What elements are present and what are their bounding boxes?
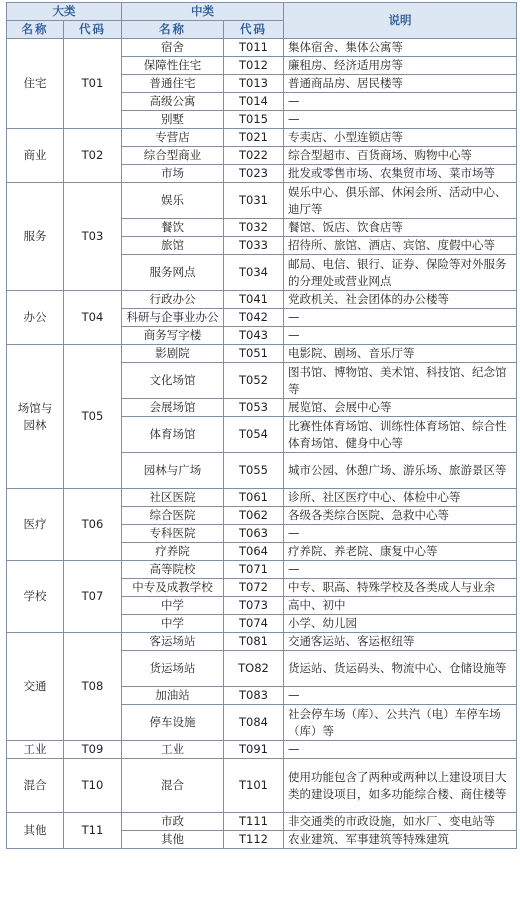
middle-category-name: 市场	[122, 165, 224, 183]
major-name-header: 名称	[7, 21, 64, 39]
middle-category-code: T042	[224, 309, 284, 327]
middle-category-name: 影剧院	[122, 345, 224, 363]
middle-category-name: 会展场馆	[122, 399, 224, 417]
middle-category-name: 餐饮	[122, 219, 224, 237]
description-cell: 各级各类综合医院、急救中心等	[284, 507, 517, 525]
middle-category-name: 商务写字楼	[122, 327, 224, 345]
description-cell: 非交通类的市政设施，如水厂、变电站等	[284, 813, 517, 831]
middle-category-name: 综合型商业	[122, 147, 224, 165]
middle-name-header: 名称	[122, 21, 224, 39]
middle-category-name: 高等院校	[122, 561, 224, 579]
description-cell: 廉租房、经济适用房等	[284, 57, 517, 75]
description-cell: 专卖店、小型连锁店等	[284, 129, 517, 147]
middle-category-code: T054	[224, 417, 284, 453]
middle-category-name: 园林与广场	[122, 453, 224, 489]
major-category-code: T10	[64, 759, 122, 813]
middle-category-code: T062	[224, 507, 284, 525]
middle-category-code: T081	[224, 633, 284, 651]
middle-category-code: T023	[224, 165, 284, 183]
description-cell: —	[284, 525, 517, 543]
middle-category-name: 科研与企事业办公	[122, 309, 224, 327]
middle-category-name: 行政办公	[122, 291, 224, 309]
table-row	[7, 183, 517, 219]
major-category-name: 工业	[7, 741, 64, 759]
middle-category-name: 体育场馆	[122, 417, 224, 453]
description-cell: 中专、职高、特殊学校及各类成人与业余	[284, 579, 517, 597]
middle-category-name: 加油站	[122, 687, 224, 705]
major-category-name: 住宅	[7, 39, 64, 129]
middle-category-name: 娱乐	[122, 183, 224, 219]
description-cell: 集体宿舍、集体公寓等	[284, 39, 517, 57]
major-category-name: 场馆与园林	[7, 345, 64, 489]
description-cell: —	[284, 93, 517, 111]
description-cell: 比赛性体育场馆、训练性体育场馆、综合性体育场馆、健身中心等	[284, 417, 517, 453]
major-category-name: 商业	[7, 129, 64, 183]
middle-category-name: 疗养院	[122, 543, 224, 561]
middle-category-name: 高级公寓	[122, 93, 224, 111]
middle-category-code: T074	[224, 615, 284, 633]
middle-category-code: T022	[224, 147, 284, 165]
description-cell: 娱乐中心、俱乐部、休闲会所、活动中心、迪厅等	[284, 183, 517, 219]
table-row	[7, 741, 517, 759]
middle-category-code: T014	[224, 93, 284, 111]
major-category-code: T01	[64, 39, 122, 129]
middle-category-code: T071	[224, 561, 284, 579]
description-cell: 诊所、社区医疗中心、体检中心等	[284, 489, 517, 507]
description-cell: 普通商品房、居民楼等	[284, 75, 517, 93]
table-row	[7, 489, 517, 507]
description-cell: 货运站、货运码头、物流中心、仓储设施等	[284, 651, 517, 687]
middle-category-name: 中学	[122, 597, 224, 615]
description-cell: —	[284, 327, 517, 345]
middle-category-code: T021	[224, 129, 284, 147]
middle-category-code: T112	[224, 831, 284, 849]
middle-category-name: 社区医院	[122, 489, 224, 507]
table-row	[7, 561, 517, 579]
middle-category-code: T072	[224, 579, 284, 597]
major-category-code: T11	[64, 813, 122, 849]
middle-category-name: 中专及成教学校	[122, 579, 224, 597]
description-cell: 图书馆、博物馆、美术馆、科技馆、纪念馆等	[284, 363, 517, 399]
major-category-code: T06	[64, 489, 122, 561]
major-category-code: T02	[64, 129, 122, 183]
major-category-code: T08	[64, 633, 122, 741]
middle-category-code: T084	[224, 705, 284, 741]
middle-category-header: 中类	[122, 3, 284, 21]
description-cell: —	[284, 561, 517, 579]
middle-category-name: 混合	[122, 759, 224, 813]
middle-category-name: 工业	[122, 741, 224, 759]
description-cell: —	[284, 687, 517, 705]
description-cell: 农业建筑、军事建筑等特殊建筑	[284, 831, 517, 849]
description-cell: —	[284, 309, 517, 327]
description-cell: 电影院、剧场、音乐厅等	[284, 345, 517, 363]
middle-category-code: T032	[224, 219, 284, 237]
middle-category-code: T011	[224, 39, 284, 57]
description-header: 说明	[284, 3, 517, 39]
description-cell: 批发或零售市场、农集贸市场、菜市场等	[284, 165, 517, 183]
middle-category-name: 服务网点	[122, 255, 224, 291]
middle-category-code: T055	[224, 453, 284, 489]
major-category-code: T09	[64, 741, 122, 759]
middle-category-code: T041	[224, 291, 284, 309]
middle-category-name: 别墅	[122, 111, 224, 129]
table-row	[7, 345, 517, 363]
description-cell: 城市公园、休憩广场、游乐场、旅游景区等	[284, 453, 517, 489]
middle-category-name: 综合医院	[122, 507, 224, 525]
middle-category-code: T061	[224, 489, 284, 507]
major-category-name: 医疗	[7, 489, 64, 561]
middle-category-code: T012	[224, 57, 284, 75]
table-row	[7, 39, 517, 57]
major-category-name: 服务	[7, 183, 64, 291]
middle-category-name: 停车设施	[122, 705, 224, 741]
middle-category-code: T073	[224, 597, 284, 615]
middle-category-code: T031	[224, 183, 284, 219]
description-cell: 招待所、旅馆、酒店、宾馆、度假中心等	[284, 237, 517, 255]
major-category-name: 混合	[7, 759, 64, 813]
major-category-header: 大类	[7, 3, 122, 21]
middle-category-name: 客运场站	[122, 633, 224, 651]
middle-category-code: T083	[224, 687, 284, 705]
middle-category-name: 宿舍	[122, 39, 224, 57]
description-cell: 使用功能包含了两种或两种以上建设项目大类的建设项目，如多功能综合楼、商住楼等	[284, 759, 517, 813]
middle-category-name: 中学	[122, 615, 224, 633]
classification-table	[6, 2, 517, 849]
major-category-code: T07	[64, 561, 122, 633]
description-cell: 高中、初中	[284, 597, 517, 615]
description-cell: 交通客运站、客运枢纽等	[284, 633, 517, 651]
middle-category-code: T043	[224, 327, 284, 345]
description-cell: 综合型超市、百货商场、购物中心等	[284, 147, 517, 165]
middle-code-header: 代码	[224, 21, 284, 39]
middle-category-code: T063	[224, 525, 284, 543]
middle-category-code: T053	[224, 399, 284, 417]
description-cell: 党政机关、社会团体的办公楼等	[284, 291, 517, 309]
middle-category-code: TO82	[224, 651, 284, 687]
description-cell: —	[284, 741, 517, 759]
description-cell: 邮局、电信、银行、证券、保险等对外服务的分理处或营业网点	[284, 255, 517, 291]
middle-category-name: 其他	[122, 831, 224, 849]
middle-category-name: 保障性住宅	[122, 57, 224, 75]
middle-category-code: T052	[224, 363, 284, 399]
description-cell: —	[284, 111, 517, 129]
description-cell: 小学、幼儿园	[284, 615, 517, 633]
table-row	[7, 813, 517, 831]
table-body	[7, 39, 517, 849]
middle-category-name: 旅馆	[122, 237, 224, 255]
middle-category-name: 专营店	[122, 129, 224, 147]
major-category-name: 办公	[7, 291, 64, 345]
middle-category-code: T091	[224, 741, 284, 759]
middle-category-name: 专科医院	[122, 525, 224, 543]
major-category-code: T03	[64, 183, 122, 291]
table-row	[7, 129, 517, 147]
major-category-name: 交通	[7, 633, 64, 741]
middle-category-code: T034	[224, 255, 284, 291]
description-cell: 社会停车场（库）、公共汽（电）车停车场（库）等	[284, 705, 517, 741]
middle-category-name: 货运场站	[122, 651, 224, 687]
description-cell: 展览馆、会展中心等	[284, 399, 517, 417]
major-category-name: 学校	[7, 561, 64, 633]
header-row-1	[7, 3, 517, 21]
description-cell: 疗养院、养老院、康复中心等	[284, 543, 517, 561]
table-row	[7, 291, 517, 309]
middle-category-code: T051	[224, 345, 284, 363]
middle-category-code: T101	[224, 759, 284, 813]
middle-category-code: T033	[224, 237, 284, 255]
major-category-code: T05	[64, 345, 122, 489]
middle-category-code: T015	[224, 111, 284, 129]
major-category-code: T04	[64, 291, 122, 345]
major-category-name: 其他	[7, 813, 64, 849]
description-cell: 餐馆、饭店、饮食店等	[284, 219, 517, 237]
middle-category-name: 市政	[122, 813, 224, 831]
middle-category-name: 文化场馆	[122, 363, 224, 399]
table-row	[7, 633, 517, 651]
major-code-header: 代码	[64, 21, 122, 39]
middle-category-code: T013	[224, 75, 284, 93]
middle-category-code: T111	[224, 813, 284, 831]
middle-category-name: 普通住宅	[122, 75, 224, 93]
middle-category-code: T064	[224, 543, 284, 561]
table-row	[7, 759, 517, 813]
